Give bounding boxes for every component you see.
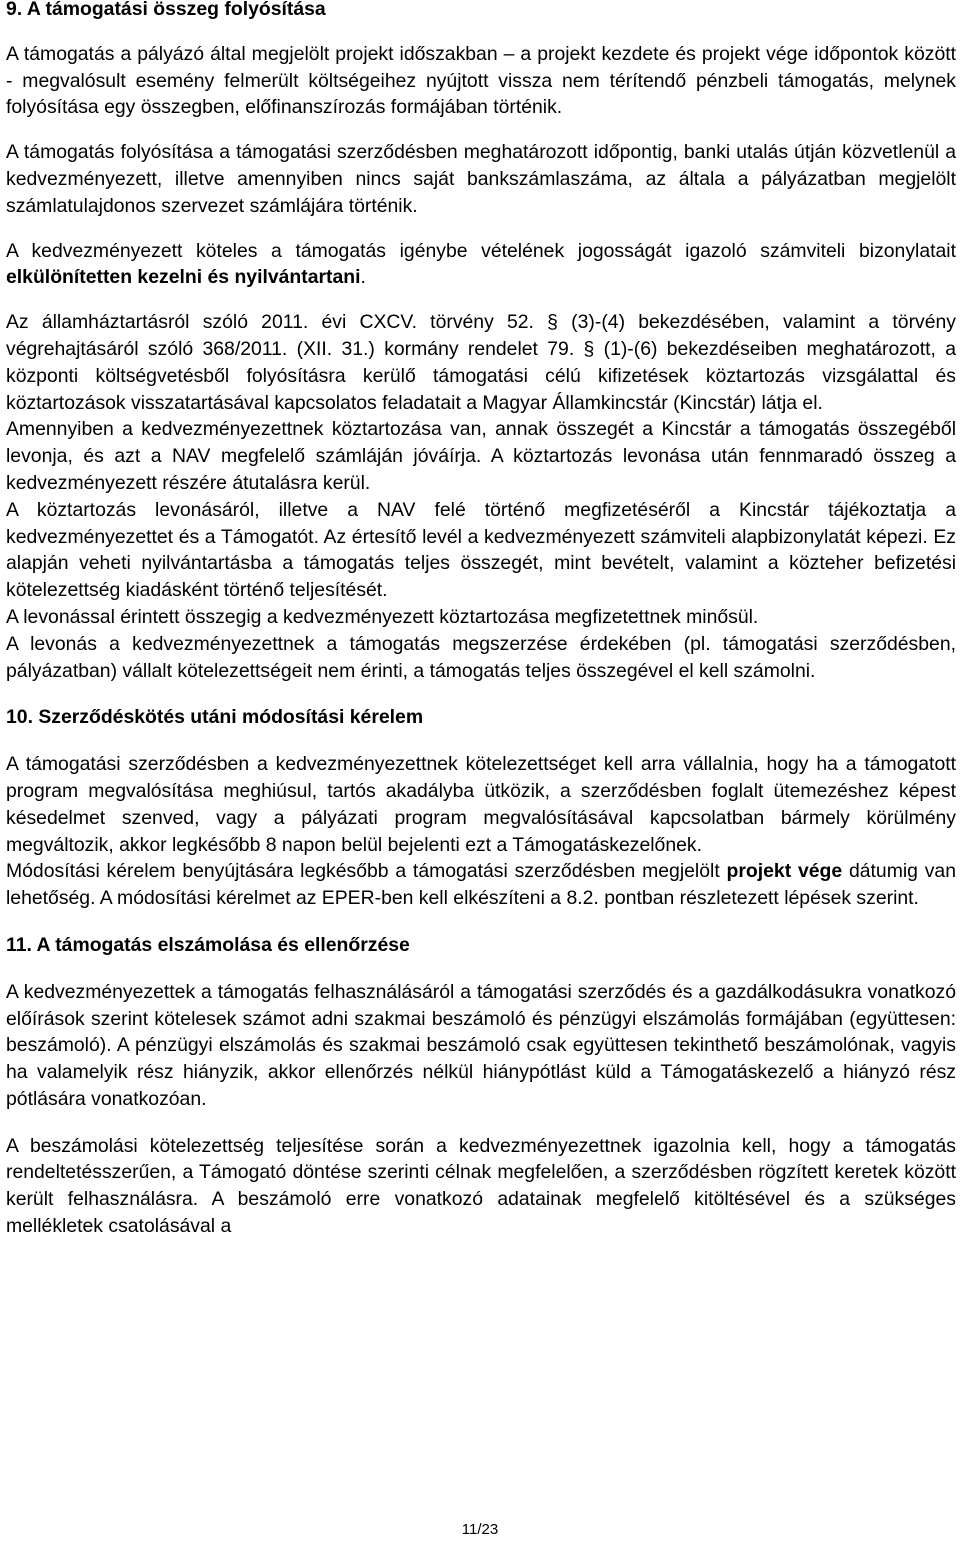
page-number: 11/23 (461, 1521, 499, 1538)
p4-text-b: § (3)-(4) bekezdésében, valamint a törvény végrehajtásáról szóló 368/2011. (XII. 31.) kormány rendelet 79. (6, 311, 956, 360)
section-9-paragraph-4 (6, 309, 956, 416)
section-9-paragraph-3 (6, 238, 956, 292)
s10-p2-text-c: dátumig van lehetőség. A módosítási kérelmet az EPER-ben kell elkészíteni a 8.2. pontban részletezett lépések szerint. (6, 860, 956, 910)
p3-bold-text: elkülönítetten kezelni és nyilvántartani (6, 266, 361, 289)
p3-text-a: A kedvezményezett köteles a támogatás igénybe vételének jogosságát igazoló számviteli bizonylatait (6, 239, 956, 262)
p4-text-c: § (1)-(6) bekezdéseiben meghatározott, a központi költségvetésből folyósításra kerülő támogatási célú kifizetések köztartozás vizsgálattal és köztartozások visszatartásával kapcsolatos feladatait a Magyar Államkincstár (Kincstár) látja el. (6, 337, 956, 414)
s10-p2-text-a: Módosítási kérelem benyújtására legkésőbb a támogatási szerződésben megjelölt (6, 860, 727, 883)
section-11-heading: 11. A támogatás elszámolása és ellenőrzése (6, 933, 410, 956)
p3-text-c: . (360, 266, 366, 289)
section-11-paragraph-1: A kedvezményezettek a támogatás felhasználásáról a támogatási szerződés és a gazdálkodásukra vonatkozó előírások szerint kötelesek számot adni szakmai beszámoló és pénzügyi elszámolás formájában (együttesen: beszámoló). A pénzügyi elszámolás és szakmai beszámoló csak együttesen tekinthető beszámolónak, vagyis ha valamelyik rész hiányzik, akkor ellenőrzés nélkül hiánypótlást küld a Támogatáskezelő a hiányzó rész pótlására vonatkozóan. (6, 980, 956, 1110)
section-10-heading: 10. Szerződéskötés utáni módosítási kérelem (6, 706, 424, 729)
section-10-paragraph-1: A támogatási szerződésben a kedvezményezettnek kötelezettséget kell arra vállalnia, hogy ha a támogatott program megvalósítása meghiúsul, tartós akadályba ütközik, a szerződésben foglalt ütemezéshez képest késedelmet szenved, vagy a pályázati program megvalósításával kapcsolatban bármely körülmény megváltozik, akkor legkésőbb 8 napon belül bejelenti ezt a Támogatáskezelőnek. (6, 753, 956, 856)
section-9-heading: 9. A támogatási összeg folyósítása (6, 0, 326, 20)
section-9-paragraph-8: A levonás a kedvezményezettnek a támogatás megszerzése érdekében (pl. támogatási szerződésben, pályázatban) vállalt kötelezettségeit nem érinti, a támogatás teljes összegével el kell számolni. (6, 632, 956, 682)
section-9-paragraph-2: A támogatás folyósítása a támogatási szerződésben meghatározott időpontig, banki utalás útján közvetlenül a kedvezményezett, illetve amennyiben nincs saját bankszámlaszáma, az általa a pályázatban megjelölt számlatulajdonos szervezet számlájára történik. (6, 141, 956, 217)
section-9-paragraph-1: A támogatás a pályázó által megjelölt projekt időszakban – a projekt kezdete és projekt vége időpontok között - megvalósult esemény felmerült költségeihez nyújtott vissza nem térítendő pénzbeli támogatás, melynek folyósítása egy összegben, előfinanszírozás formájában történik. (6, 42, 956, 119)
section-9-paragraph-6: A köztartozás levonásáról, illetve a NAV felé történő megfizetéséről a Kincstár tájékoztatja a kedvezményezettet és a Támogatót. Az értesítő levél a kedvezményezett számviteli alapbizonylatát képezi. Ez alapján veheti nyilvántartásba a támogatás teljes összegét, mint bevételt, valamint a közteher befizetési kötelezettség kiadásként történő teljesítését. (6, 498, 956, 602)
section-11-paragraph-2: A beszámolási kötelezettség teljesítése során a kedvezményezettnek igazolnia kell, hogy a támogatás rendeltetésszerűen, a Támogató döntése szerinti célnak megfelelően, a szerződésben rögzített keretek között került felhasználásra. A beszámoló erre vonatkozó adatainak megfelelő kitöltésével és a szükséges mellékletek csatolásával a (6, 1134, 956, 1238)
section-9-paragraph-7: A levonással érintett összegig a kedvezményezett köztartozása megfizetettnek minősül. (6, 605, 759, 628)
p4-text-a: Az államháztartásról szóló 2011. évi CXCV. törvény 52. (6, 311, 548, 334)
section-9-paragraph-5: Amennyiben a kedvezményezettnek köztartozása van, annak összegét a Kincstár a támogatás összegéből levonja, és azt a NAV megfelelő számláján jóváírja. A köztartozás levonása után fennmaradó összeg a kedvezményezett részére átutalásra kerül. (6, 418, 956, 494)
section-10-paragraph-2 (6, 858, 956, 912)
document-page (6, 0, 956, 1240)
s10-p2-bold-text: projekt vége (726, 860, 843, 883)
